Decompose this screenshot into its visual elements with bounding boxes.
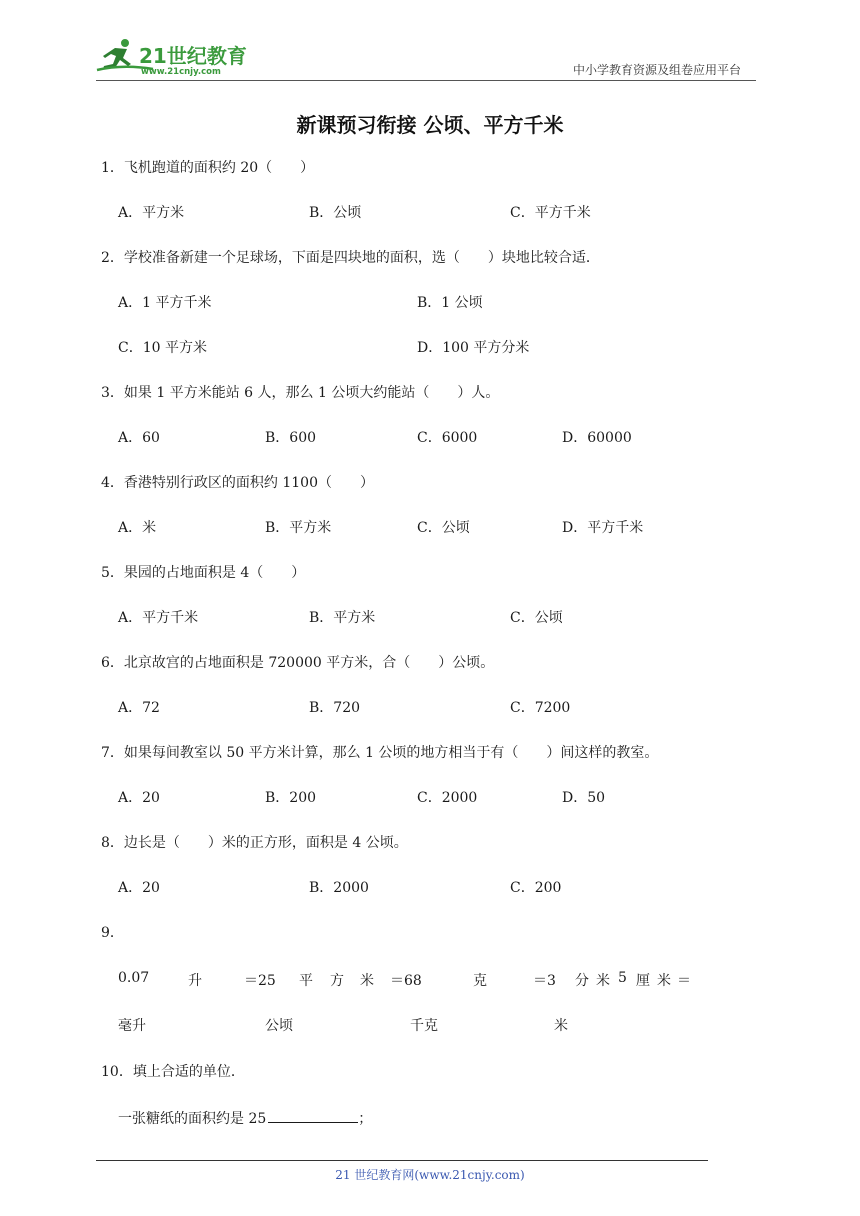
answer-blank[interactable]	[268, 1108, 358, 1123]
page-title: 新课预习衔接 公顷、平方千米	[296, 113, 564, 137]
site-logo	[93, 36, 263, 78]
question-stem: 2．学校准备新建一个足球场，下面是四块地的面积，选（ ）块地比较合适．	[101, 250, 600, 266]
conversion-cell: ＝25	[244, 973, 276, 989]
option-a: A．平方千米	[118, 610, 199, 626]
conversion-cell: ＝3	[533, 973, 556, 989]
conversion-cell: ＝	[677, 973, 691, 989]
option-d: D．50	[562, 790, 606, 806]
conversion-cell: 平	[299, 973, 313, 989]
site-tagline: 中小学教育资源及组卷应用平台	[573, 63, 742, 77]
option-c: C．公顷	[417, 520, 470, 536]
conversion-cell: 5	[618, 970, 627, 986]
footer-text[interactable]: 21 世纪教育网(www.21cnjy.com)	[335, 1168, 525, 1182]
conversion-unit: 公顷	[265, 1018, 293, 1034]
option-a: A．米	[118, 520, 157, 536]
question-stem: 4．香港特别行政区的面积约 1100（ ）	[101, 475, 374, 491]
option-c: C．平方千米	[510, 205, 591, 221]
conversion-cell: 厘	[636, 973, 650, 989]
option-c: C．公顷	[510, 610, 563, 626]
question-stem: 3．如果 1 平方米能站 6 人，那么 1 公顷大约能站（ ）人。	[101, 385, 500, 401]
conversion-cell: 米	[657, 973, 671, 989]
logo-text: 21世纪教育	[139, 44, 247, 68]
logo-url: www.21cnjy.com	[141, 67, 221, 77]
conversion-unit: 毫升	[118, 1018, 146, 1034]
option-c: C．2000	[417, 790, 478, 806]
question-stem: 1．飞机跑道的面积约 20（ ）	[101, 160, 315, 176]
question-stem: 10．填上合适的单位．	[101, 1064, 245, 1080]
option-b: B．2000	[309, 880, 369, 896]
question-stem: 8．边长是（ ）米的正方形，面积是 4 公顷。	[101, 835, 408, 851]
conversion-cell: 方	[330, 973, 344, 989]
conversion-cell: 米	[596, 973, 610, 989]
question-stem: 6．北京故宫的占地面积是 720000 平方米，合（ ）公顷。	[101, 655, 495, 671]
question-stem: 5．果园的占地面积是 4（ ）	[101, 565, 306, 581]
header-divider	[96, 80, 756, 81]
conversion-unit: 米	[554, 1018, 568, 1034]
fill-blank-end: ；	[358, 1111, 373, 1127]
option-a: A．20	[118, 880, 160, 896]
conversion-cell: 升	[188, 973, 202, 989]
option-c: C．10 平方米	[118, 340, 207, 356]
question-stem: 7．如果每间教室以 50 平方米计算，那么 1 公顷的地方相当于有（ ）间这样的教室。	[101, 745, 659, 761]
option-c: C．6000	[417, 430, 478, 446]
fill-blank-prompt: 一张糖纸的面积约是 25	[118, 1111, 267, 1127]
option-a: A．72	[118, 700, 160, 716]
option-b: B．公顷	[309, 205, 362, 221]
option-d: D．60000	[562, 430, 632, 446]
conversion-unit: 千克	[410, 1018, 438, 1034]
fill-blank-line	[118, 1108, 372, 1128]
conversion-cell: 克	[473, 973, 487, 989]
conversion-cell: ＝68	[390, 973, 422, 989]
option-b: B．720	[309, 700, 361, 716]
option-a: A．20	[118, 790, 160, 806]
option-c: C．200	[510, 880, 562, 896]
option-b: B．600	[265, 430, 317, 446]
option-d: D．100 平方分米	[417, 340, 530, 356]
conversion-cell: 米	[360, 973, 374, 989]
option-c: C．7200	[510, 700, 571, 716]
option-b: B．平方米	[309, 610, 376, 626]
option-a: A．平方米	[118, 205, 185, 221]
conversion-cell: 分	[575, 973, 589, 989]
option-d: D．平方千米	[562, 520, 644, 536]
question-stem: 9．	[101, 925, 124, 941]
footer-divider	[96, 1160, 708, 1161]
option-b: B．200	[265, 790, 317, 806]
option-b: B．1 公顷	[417, 295, 483, 311]
option-a: A．60	[118, 430, 160, 446]
conversion-cell: 0.07	[118, 970, 150, 986]
option-b: B．平方米	[265, 520, 332, 536]
option-a: A．1 平方千米	[118, 295, 212, 311]
